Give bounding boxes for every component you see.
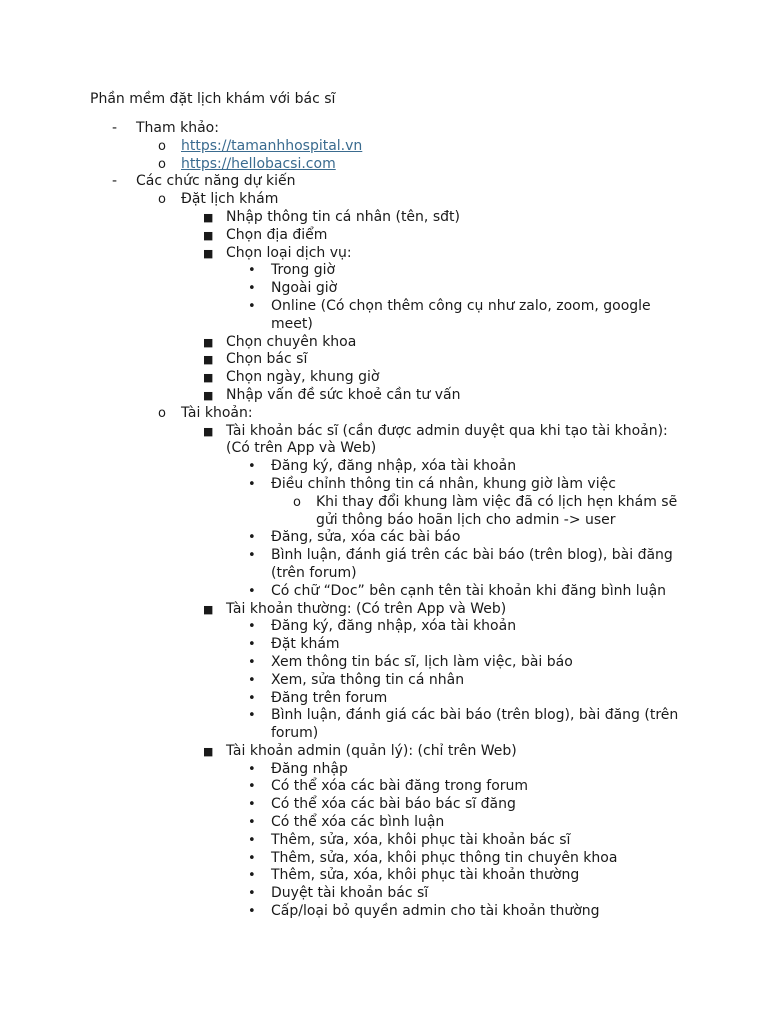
list-item-text: Đăng ký, đăng nhập, xóa tài khoản [271,618,517,635]
list-bullet-icon: • [248,815,256,831]
list-item-text: Có thể xóa các bình luận [271,814,445,831]
list-item-text: Đặt khám [271,636,340,653]
list-bullet-icon: • [248,779,256,795]
list-bullet-icon: • [248,476,256,492]
list-item [0,494,768,530]
list-item-text: Chọn bác sĩ [226,351,308,368]
list-bullet-icon: • [248,708,256,724]
list-item-text: Có chữ “Doc” bên cạnh tên tài khoản khi đăng bình luận [271,582,667,599]
list-item [0,405,768,423]
list-item-text: Đăng trên forum [271,689,388,706]
list-item [0,529,768,547]
list-item-text: Đăng ký, đăng nhập, xóa tài khoản [271,458,517,475]
list-item [0,387,768,405]
list-item-text: Tài khoản admin (quản lý): (chỉ trên Web) [226,742,517,759]
list-bullet-icon: • [248,761,256,777]
list-item-text: Online (Có chọn thêm công cụ như zalo, zoom, google meet) [271,297,651,332]
list-bullet-icon: ■ [203,424,214,438]
list-item-text: Xem thông tin bác sĩ, lịch làm việc, bài báo [271,653,573,670]
document-title: Phần mềm đặt lịch khám với bác sĩ [90,91,336,107]
list-bullet-icon: ■ [203,353,214,367]
list-item [0,796,768,814]
list-bullet-icon: • [248,690,256,706]
list-item [0,209,768,227]
list-item-text: Các chức năng dự kiến [136,173,296,190]
list-item [0,601,768,619]
list-bullet-icon: ■ [203,371,214,385]
list-bullet-icon: • [248,298,256,314]
list-item-text: Xem, sửa thông tin cá nhân [271,671,465,688]
list-item-text: Chọn chuyên khoa [226,333,357,350]
list-item-text: Tài khoản: [181,404,253,421]
list-item-text: Thêm, sửa, xóa, khôi phục thông tin chuyên khoa [271,849,618,866]
list-item [0,867,768,885]
list-item-text: Trong giờ [271,262,336,279]
list-item [0,761,768,779]
list-item-text: Tài khoản bác sĩ (cần được admin duyệt qua khi tạo tài khoản): (Có trên App và Web) [226,422,668,457]
list-item [0,245,768,263]
list-bullet-icon: • [248,654,256,670]
list-bullet-icon: • [248,530,256,546]
list-item [0,707,768,743]
list-item [0,476,768,494]
list-bullet-icon: • [248,886,256,902]
list-item-text: Có thể xóa các bài báo bác sĩ đăng [271,796,516,813]
list-item [0,369,768,387]
list-item [0,672,768,690]
list-item[interactable] [0,156,768,174]
list-item-text: Đặt lịch khám [181,191,279,208]
list-bullet-icon: ■ [203,210,214,224]
list-bullet-icon: o [158,138,166,154]
list-item-text: Duyệt tài khoản bác sĩ [271,885,429,902]
list-bullet-icon: • [248,672,256,688]
list-item [0,351,768,369]
list-item-text: Chọn địa điểm [226,226,328,243]
list-item-text: Chọn ngày, khung giờ [226,369,380,386]
list-item-text: Đăng, sửa, xóa các bài báo [271,529,461,546]
reference-link[interactable]: https://hellobacsi.com [181,155,336,172]
list-bullet-icon: • [248,832,256,848]
list-item [0,583,768,601]
list-item [0,903,768,921]
list-item-text: Đăng nhập [271,760,348,777]
list-item [0,280,768,298]
list-item [0,654,768,672]
list-item [0,547,768,583]
list-item-text: Thêm, sửa, xóa, khôi phục tài khoản thường [271,867,580,884]
list-item-text: Bình luận, đánh giá trên các bài báo (trên blog), bài đăng (trên forum) [271,547,673,581]
list-item [0,173,768,191]
list-bullet-icon: ■ [203,744,214,758]
list-item-text: Điều chỉnh thông tin cá nhân, khung giờ làm việc [271,475,616,492]
list-item [0,298,768,334]
list-item-text: Chọn loại dịch vụ: [226,244,352,261]
list-item [0,850,768,868]
list-bullet-icon: ■ [203,335,214,349]
list-item-text: Tham khảo: [136,120,219,136]
list-item-text: Cấp/loại bỏ quyền admin cho tài khoản thường [271,903,600,920]
list-bullet-icon: • [248,850,256,866]
list-item [0,120,768,138]
list-item [0,262,768,280]
list-item-text: Ngoài giờ [271,280,338,297]
list-item-text: Nhập thông tin cá nhân (tên, sđt) [226,208,460,225]
list-bullet-icon: ■ [203,388,214,402]
outline-list [0,120,768,921]
list-item [0,690,768,708]
list-item-text: Nhập vấn đề sức khoẻ cần tư vấn [226,386,461,403]
list-bullet-icon: - [112,120,118,136]
list-bullet-icon: • [248,263,256,279]
list-bullet-icon: o [158,405,166,421]
list-item [0,334,768,352]
list-item [0,636,768,654]
list-bullet-icon: o [158,192,166,208]
list-item [0,778,768,796]
list-item [0,814,768,832]
list-bullet-icon: • [248,868,256,884]
list-bullet-icon: • [248,548,256,564]
list-bullet-icon: • [248,619,256,635]
list-item [0,227,768,245]
list-bullet-icon: • [248,459,256,475]
list-item [0,743,768,761]
list-item-text: Khi thay đổi khung làm việc đã có lịch hẹn khám sẽ gửi thông báo hoãn lịch cho admin -> user [316,493,678,528]
list-item [0,191,768,209]
list-item [0,458,768,476]
list-bullet-icon: - [112,173,118,190]
list-item [0,423,768,459]
list-item-text: Thêm, sửa, xóa, khôi phục tài khoản bác sĩ [271,831,571,848]
list-item-text: Tài khoản thường: (Có trên App và Web) [226,600,507,617]
list-item[interactable] [0,138,768,156]
list-bullet-icon: • [248,637,256,653]
list-bullet-icon: ■ [203,246,214,260]
list-bullet-icon: o [293,494,301,510]
list-bullet-icon: • [248,281,256,297]
reference-link[interactable]: https://tamanhhospital.vn [181,137,363,154]
list-bullet-icon: ■ [203,228,214,242]
list-bullet-icon: • [248,797,256,813]
list-bullet-icon: ■ [203,602,214,616]
list-item [0,618,768,636]
list-item [0,832,768,850]
list-bullet-icon: • [248,904,256,920]
list-item [0,885,768,903]
list-item-text: Có thể xóa các bài đăng trong forum [271,778,529,795]
list-bullet-icon: • [248,583,256,599]
list-bullet-icon: o [158,156,166,172]
list-item-text: Bình luận, đánh giá các bài báo (trên blog), bài đăng (trên forum) [271,707,679,742]
